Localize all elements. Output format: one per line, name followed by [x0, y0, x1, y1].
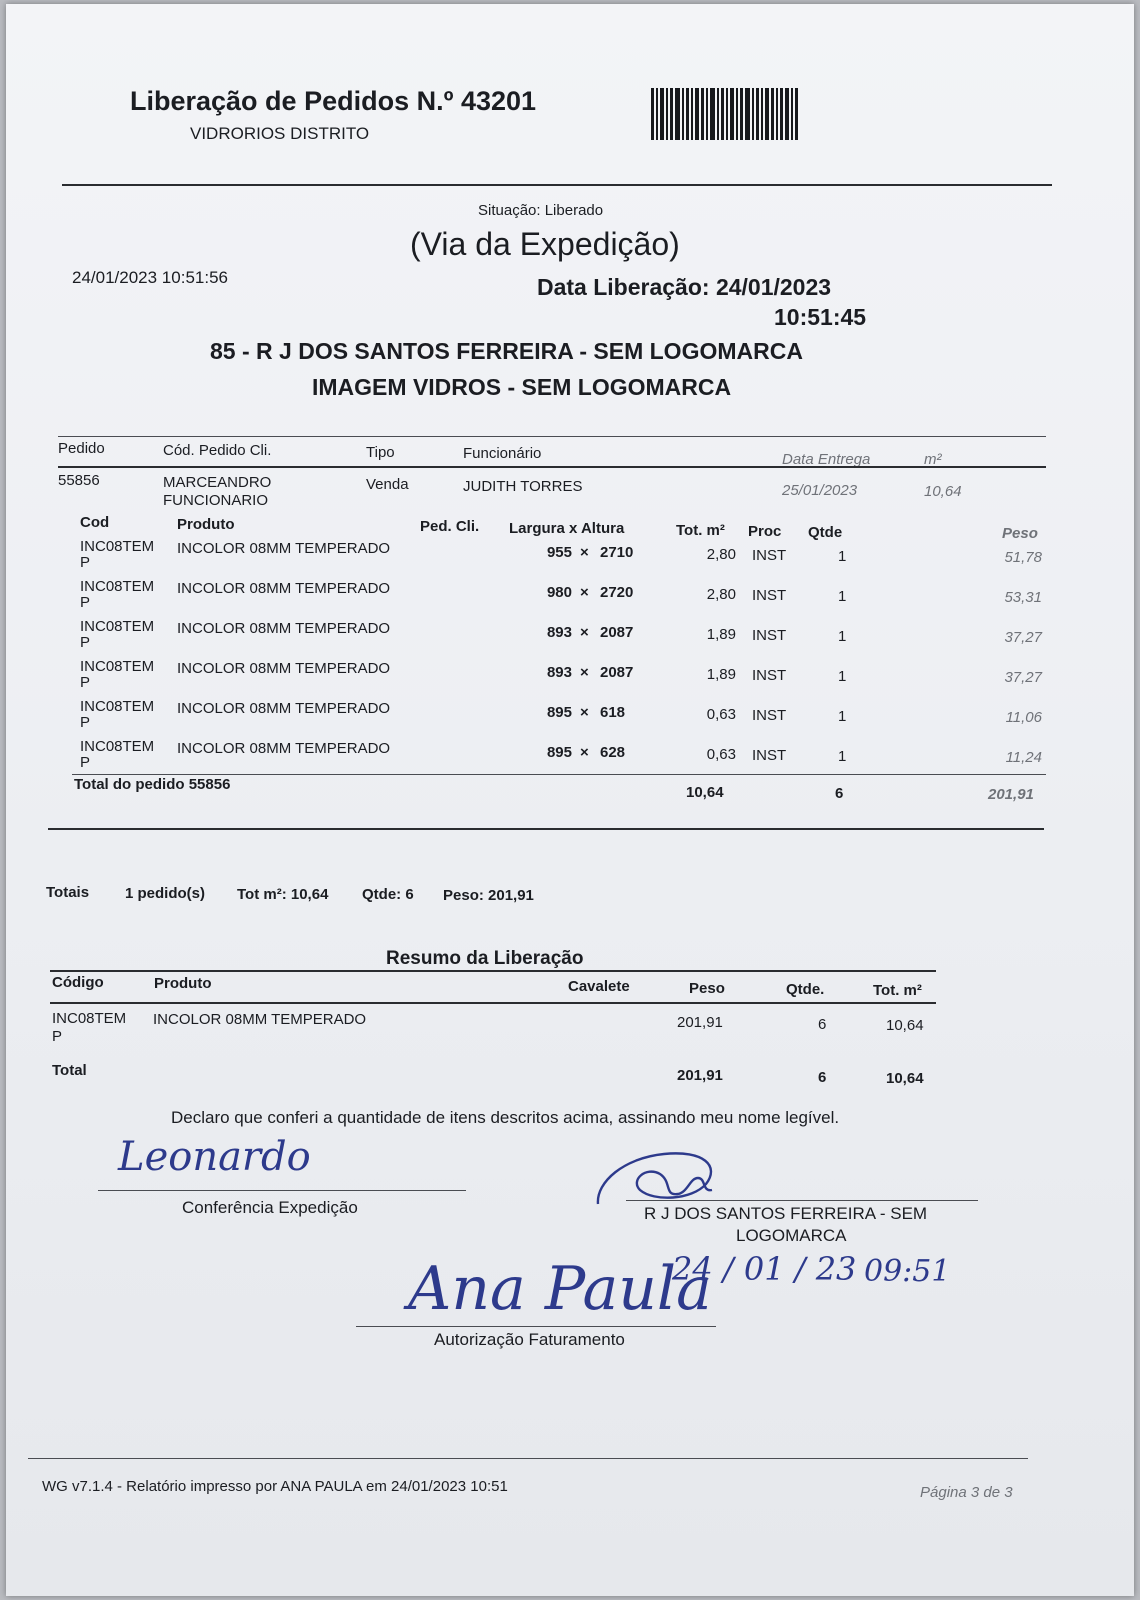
- item-cod1: INC08TEM: [80, 538, 155, 555]
- summary-row-produto: INCOLOR 08MM TEMPERADO: [153, 1011, 367, 1028]
- totals-qtde: Qtde: 6: [362, 886, 414, 903]
- item-proc: INST: [752, 667, 787, 684]
- items-col-tot-m2: Tot. m²: [676, 522, 725, 539]
- declaration-text: Declaro que conferi a quantidade de itens descritos acima, assinando meu nome legível.: [171, 1108, 840, 1127]
- conferencia-label: Conferência Expedição: [182, 1198, 358, 1217]
- items-col-proc: Proc: [748, 523, 782, 540]
- summary-total-tot-m2: 10,64: [886, 1070, 924, 1087]
- autorizacao-line: [356, 1326, 716, 1327]
- items-col-produto: Produto: [177, 516, 235, 533]
- summary-row-cod-2: P: [52, 1028, 63, 1045]
- summary-top-divider: [50, 970, 936, 972]
- summary-col-codigo: Código: [52, 974, 104, 991]
- summary-col-cavalete: Cavalete: [568, 978, 630, 995]
- summary-col-qtde: Qtde.: [786, 981, 825, 998]
- autorizacao-signature: Ana Paula: [408, 1254, 712, 1324]
- item-largura: 980: [546, 584, 572, 601]
- order-total-divider: [72, 774, 1046, 775]
- conferencia-line: [98, 1190, 466, 1191]
- item-qtde: 1: [838, 708, 847, 725]
- item-produto: INCOLOR 08MM TEMPERADO: [177, 580, 391, 597]
- company-name: VIDRORIOS DISTRITO: [190, 124, 370, 143]
- item-peso: 11,06: [1005, 709, 1042, 726]
- item-largura: 893: [546, 664, 572, 681]
- summary-header-divider: [50, 1002, 936, 1004]
- item-qtde: 1: [838, 548, 847, 565]
- item-tot-m2: 1,89: [706, 666, 736, 683]
- release-time: 10:51:45: [774, 304, 867, 330]
- items-col-qtde: Qtde: [808, 524, 843, 541]
- m2-value: 10,64: [924, 483, 962, 500]
- item-proc: INST: [752, 627, 787, 644]
- release-date: Data Liberação: 24/01/2023: [537, 274, 832, 300]
- document-page: [6, 4, 1134, 1596]
- dimension-separator: ×: [580, 624, 589, 641]
- item-cod1: INC08TEM: [80, 578, 155, 595]
- items-col-peso: Peso: [1002, 525, 1038, 542]
- order-header-divider: [58, 466, 1046, 468]
- item-peso: 37,27: [1004, 669, 1042, 686]
- dimension-separator: ×: [580, 584, 589, 601]
- order-total-peso: 201,91: [988, 786, 1034, 803]
- client-label-2: LOGOMARCA: [736, 1226, 847, 1245]
- item-tot-m2: 2,80: [706, 586, 736, 603]
- item-tot-m2: 0,63: [706, 746, 736, 763]
- item-largura: 895: [546, 704, 572, 721]
- client-handwritten-time: 09:51: [864, 1254, 951, 1289]
- item-proc: INST: [752, 707, 787, 724]
- pedido-number: 55856: [58, 472, 100, 489]
- item-cod1: INC08TEM: [80, 658, 155, 675]
- item-proc: INST: [752, 747, 787, 764]
- copy-label: (Via da Expedição): [410, 226, 680, 262]
- dimension-separator: ×: [580, 704, 589, 721]
- item-cod2: P: [80, 754, 91, 771]
- client-handwritten-date: 24 / 01 / 23: [672, 1250, 857, 1288]
- summary-col-produto: Produto: [154, 975, 212, 992]
- item-proc: INST: [752, 547, 787, 564]
- totals-peso: Peso: 201,91: [443, 887, 534, 904]
- items-col-ped-cli: Ped. Cli.: [420, 518, 480, 535]
- summary-col-peso: Peso: [689, 980, 725, 997]
- summary-row-tot-m2: 10,64: [886, 1017, 924, 1034]
- data-entrega-value: 25/01/2023: [782, 482, 858, 499]
- dimension-separator: ×: [580, 664, 589, 681]
- col-pedido: Pedido: [58, 440, 105, 457]
- dimension-separator: ×: [580, 544, 589, 561]
- conferencia-signature: Leonardo: [118, 1134, 311, 1180]
- item-altura: 628: [600, 744, 626, 761]
- item-produto: INCOLOR 08MM TEMPERADO: [177, 620, 391, 637]
- item-peso: 11,24: [1005, 749, 1042, 766]
- client-signature-line: [626, 1200, 978, 1201]
- document-title: Liberação de Pedidos N.º 43201: [130, 86, 537, 116]
- totals-tot-m2: Tot m²: 10,64: [237, 886, 329, 903]
- item-produto: INCOLOR 08MM TEMPERADO: [177, 540, 391, 557]
- order-total-m2: 10,64: [686, 784, 724, 801]
- item-tot-m2: 1,89: [706, 626, 736, 643]
- item-tot-m2: 2,80: [706, 546, 736, 563]
- totals-label: Totais: [46, 884, 90, 901]
- client-label-1: R J DOS SANTOS FERREIRA - SEM: [644, 1204, 928, 1223]
- item-produto: INCOLOR 08MM TEMPERADO: [177, 740, 391, 757]
- item-cod2: P: [80, 714, 91, 731]
- item-largura: 895: [546, 744, 572, 761]
- order-top-divider: [58, 436, 1046, 437]
- item-cod2: P: [80, 674, 91, 691]
- footer-page: Página 3 de 3: [920, 1484, 1013, 1501]
- item-altura: 618: [600, 704, 626, 721]
- autorizacao-label: Autorização Faturamento: [434, 1330, 625, 1349]
- col-data-entrega: Data Entrega: [782, 451, 871, 468]
- totals-pedidos: 1 pedido(s): [125, 885, 206, 902]
- summary-title: Resumo da Liberação: [386, 948, 584, 969]
- col-m2: m²: [924, 451, 942, 468]
- item-qtde: 1: [838, 668, 847, 685]
- item-peso: 37,27: [1004, 629, 1042, 646]
- col-cod-cli: Cód. Pedido Cli.: [163, 442, 272, 459]
- item-proc: INST: [752, 587, 787, 604]
- summary-row-qtde: 6: [818, 1016, 827, 1033]
- item-cod2: P: [80, 554, 91, 571]
- tipo-value: Venda: [366, 476, 409, 493]
- item-cod2: P: [80, 634, 91, 651]
- item-altura: 2087: [600, 624, 634, 641]
- item-peso: 53,31: [1004, 589, 1042, 606]
- client-line-2: IMAGEM VIDROS - SEM LOGOMARCA: [312, 374, 732, 400]
- order-total-qtde: 6: [835, 785, 844, 802]
- item-produto: INCOLOR 08MM TEMPERADO: [177, 700, 391, 717]
- item-altura: 2087: [600, 664, 634, 681]
- items-col-cod: Cod: [80, 514, 110, 531]
- footer-divider: [28, 1458, 1028, 1459]
- summary-total-qtde: 6: [818, 1069, 827, 1086]
- item-largura: 893: [546, 624, 572, 641]
- item-largura: 955: [546, 544, 572, 561]
- cod-cli-line1: MARCEANDRO: [163, 474, 272, 491]
- summary-row-peso: 201,91: [677, 1014, 723, 1031]
- item-produto: INCOLOR 08MM TEMPERADO: [177, 660, 391, 677]
- summary-total-label: Total: [52, 1062, 87, 1079]
- item-peso: 51,78: [1004, 549, 1042, 566]
- item-cod1: INC08TEM: [80, 618, 155, 635]
- dimension-separator: ×: [580, 744, 589, 761]
- cod-cli-line2: FUNCIONARIO: [163, 492, 268, 509]
- item-qtde: 1: [838, 588, 847, 605]
- funcionario-value: JUDITH TORRES: [463, 478, 583, 495]
- item-cod1: INC08TEM: [80, 698, 155, 715]
- footer-printed-by: WG v7.1.4 - Relatório impresso por ANA PAULA em 24/01/2023 10:51: [42, 1478, 508, 1495]
- item-cod1: INC08TEM: [80, 738, 155, 755]
- col-tipo: Tipo: [366, 444, 395, 461]
- item-altura: 2710: [600, 544, 634, 561]
- client-line-1: 85 - R J DOS SANTOS FERREIRA - SEM LOGOMARCA: [210, 338, 803, 364]
- order-bottom-divider: [48, 828, 1044, 830]
- item-cod2: P: [80, 594, 91, 611]
- print-datetime: 24/01/2023 10:51:56: [72, 268, 228, 287]
- barcode: [651, 88, 821, 140]
- col-funcionario: Funcionário: [463, 445, 542, 462]
- item-altura: 2720: [600, 584, 634, 601]
- item-qtde: 1: [838, 748, 847, 765]
- summary-total-peso: 201,91: [677, 1067, 723, 1084]
- item-tot-m2: 0,63: [706, 706, 736, 723]
- summary-col-tot-m2: Tot. m²: [873, 982, 922, 999]
- item-qtde: 1: [838, 628, 847, 645]
- header-divider: [62, 184, 1052, 186]
- order-total-label: Total do pedido 55856: [74, 776, 231, 793]
- summary-row-cod-1: INC08TEM: [52, 1010, 127, 1027]
- items-col-largura-altura: Largura x Altura: [509, 520, 625, 537]
- status-text: Situação: Liberado: [478, 202, 604, 219]
